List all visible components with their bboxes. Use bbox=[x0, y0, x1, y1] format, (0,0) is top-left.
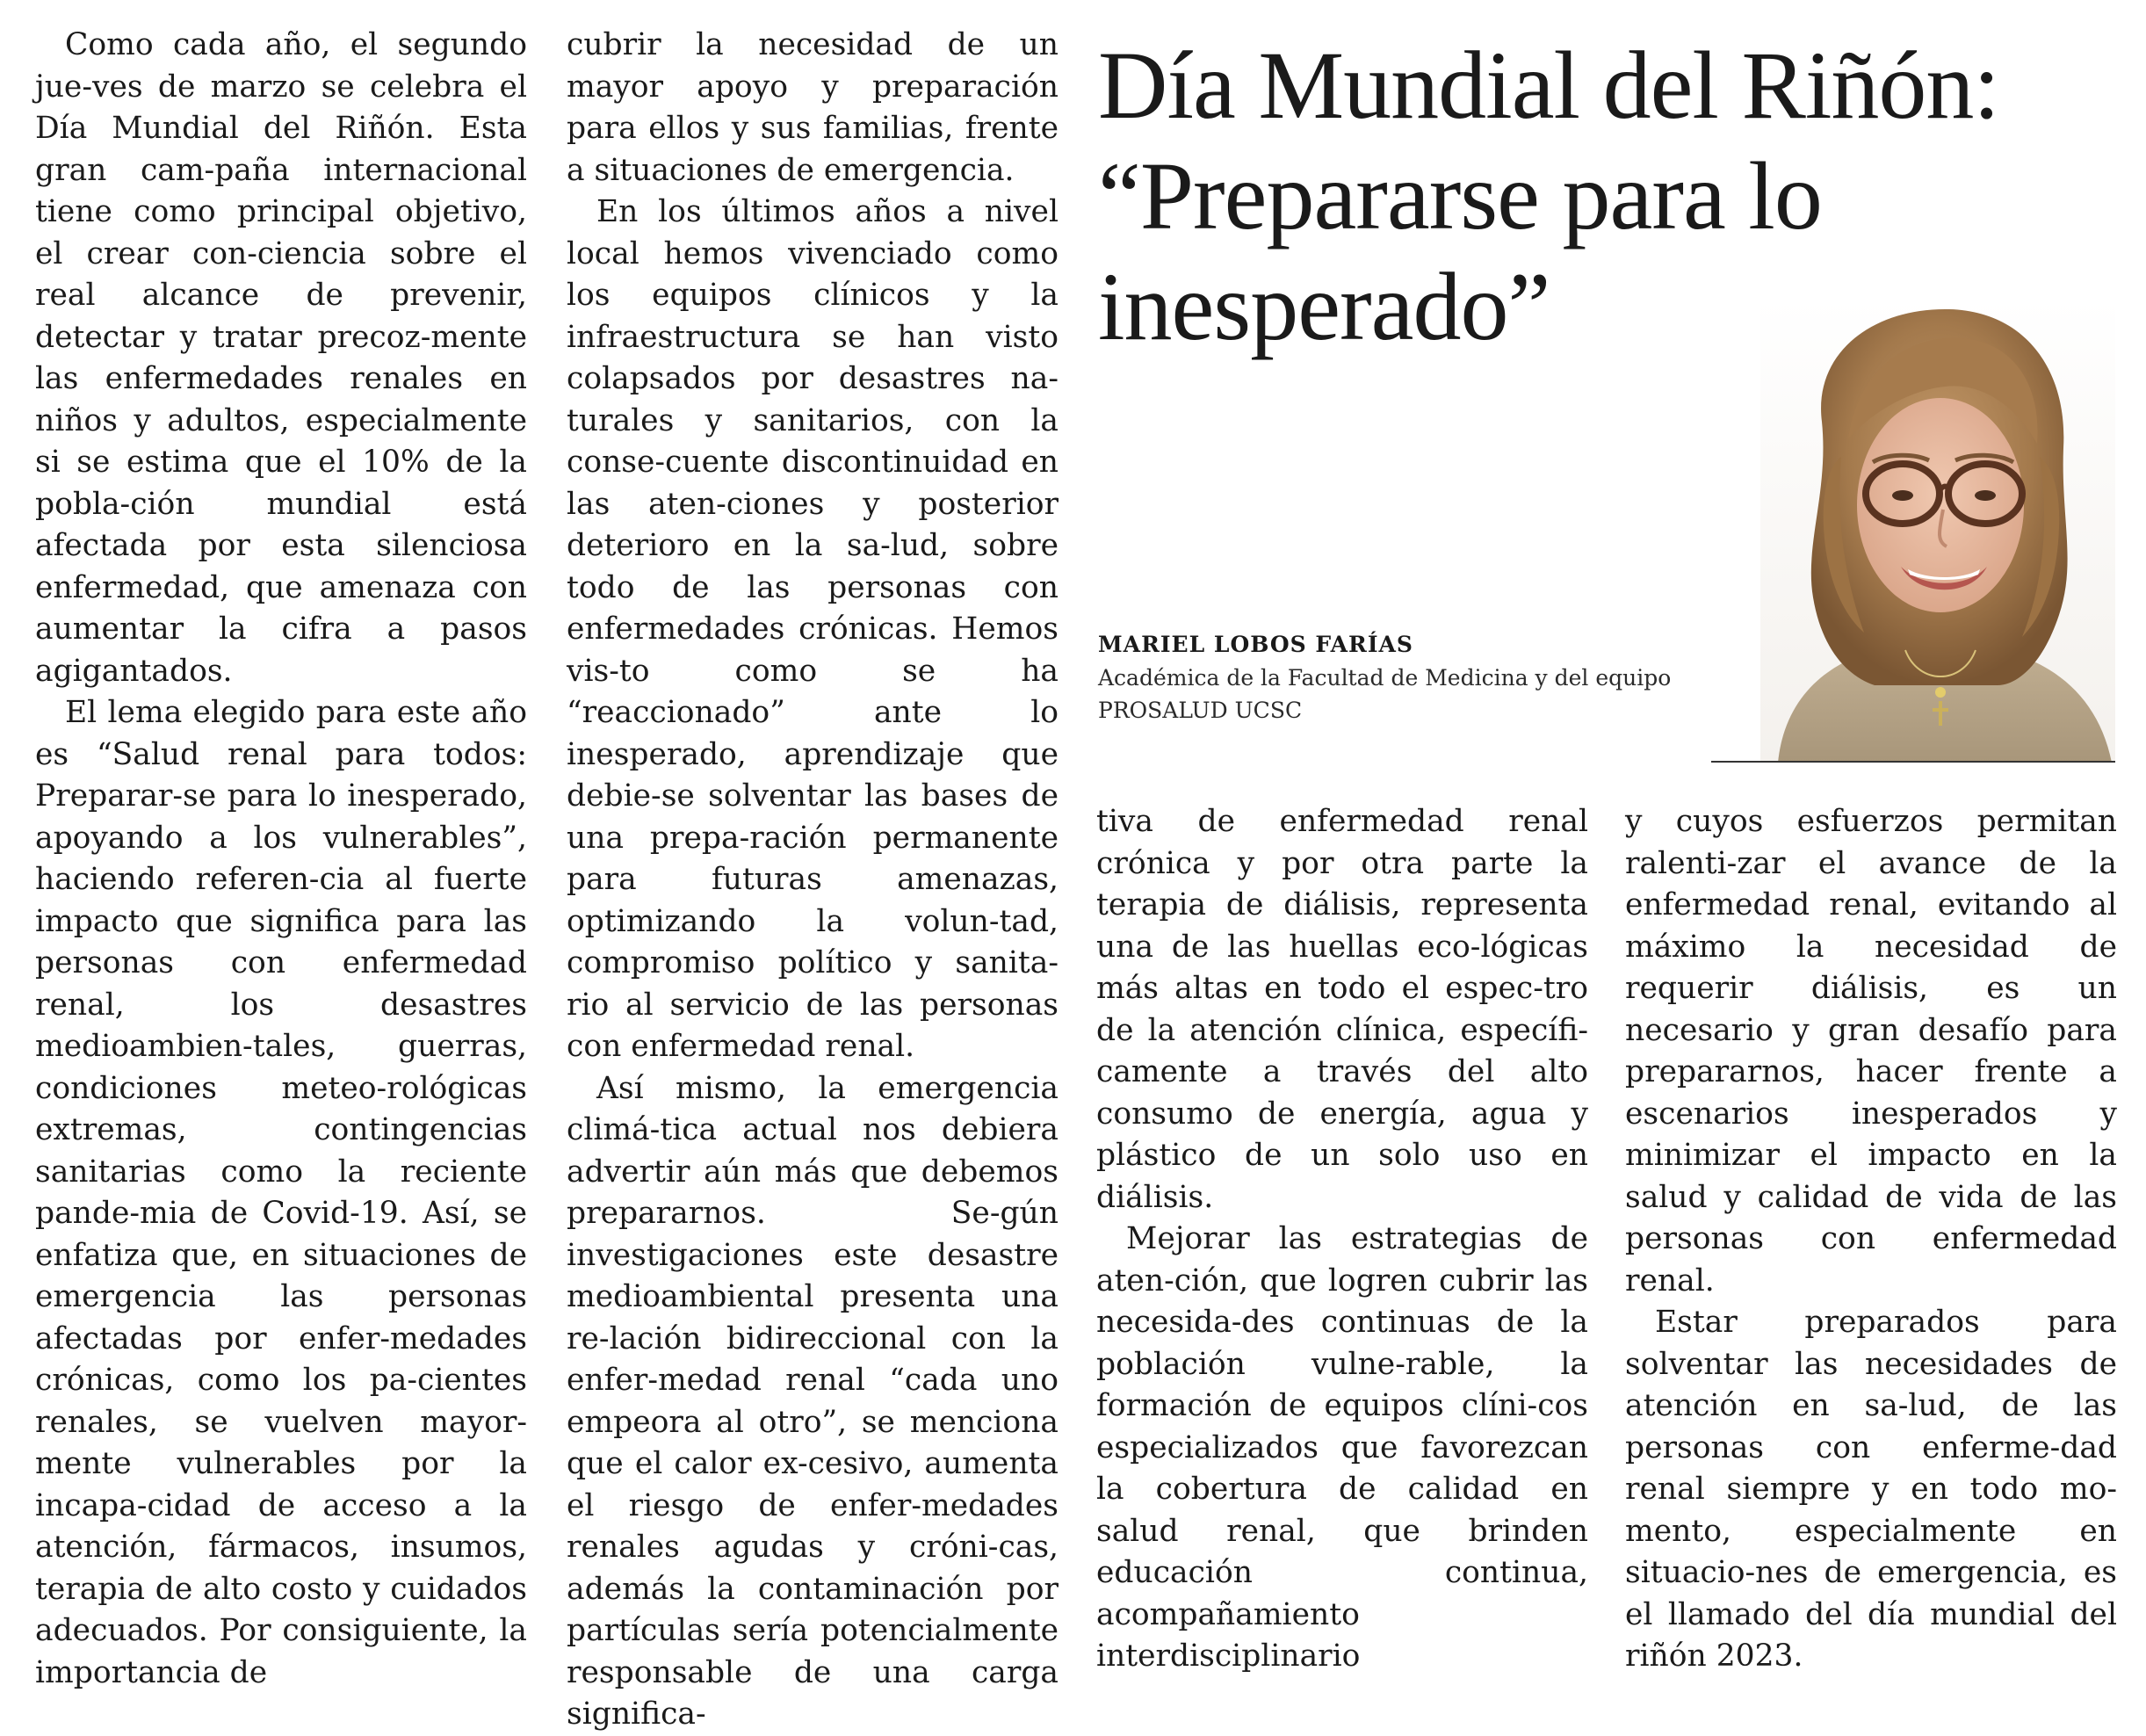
article-column-3 bbox=[1096, 801, 1588, 1678]
paragraph: Estar preparados para solventar las necesidades de atención en sa-lud, de las personas con enferme-dad renal siempre y en todo mo-mento, especialmente en situacio-nes de emergencia, es el llamado del día mundial del riñón 2023. bbox=[1625, 1305, 2117, 1674]
headline: Día Mundial del Riñón: “Prepararse para lo inesperado” bbox=[1098, 32, 1999, 360]
paragraph: y cuyos esfuerzos permitan ralenti-zar el avance de la enfermedad renal, evitando al máximo la necesidad de requerir diálisis, es un necesario y gran desafío para prepararnos, hacer frente a escenarios inesperados y minimizar el impacto en la salud y calidad de vida de las personas con enfermedad renal. bbox=[1625, 804, 2117, 1298]
article-column-1 bbox=[35, 25, 527, 1694]
paragraph: En los últimos años a nivel local hemos vivenciado como los equipos clínicos y la infraestructura se han visto colapsados por desastres na-turales y sanitarios, con la conse-cuente discontinuidad en las aten-ciones y posterior deterioro en la sa-lud, sobre todo de las personas con enfermedades crónicas. Hemos vis-to como se ha “reaccionado” ante lo inesperado, aprendizaje que debie-se solventar las bases de una prepa-ración permanente para futuras amenazas, optimizando la volun-tad, compromiso político y sanita-rio al servicio de las personas con enfermedad renal. bbox=[567, 194, 1059, 1064]
paragraph: Así mismo, la emergencia climá-tica actual nos debiera advertir aún más que debemos prepararnos. Se-gún investigaciones este desastre medioambiental presenta una re-lación bidireccional con la enfer-medad renal “cada uno empeora al otro”, se menciona que el calor ex-cesivo, aumenta el riesgo de enfer-medades renales agudas y cróni-cas, además la contaminación por partículas sería potencialmente responsable de una carga significa- bbox=[567, 1070, 1059, 1732]
paragraph: Como cada año, el segundo jue-ves de marzo se celebra el Día Mundial del Riñón. Esta gran cam-paña internacional tiene como principal objetivo, el crear con-ciencia sobre el real alcance de prevenir, detectar y tratar precoz-mente las enfermedades renales en niños y adultos, especialmente si se estima que el 10% de la pobla-ción mundial está afectada por esta silenciosa enfermedad, que amenaza con aumentar la cifra a pasos agigantados. bbox=[35, 27, 527, 689]
paragraph: Mejorar las estrategias de aten-ción, que logren cubrir las necesida-des continuas de la población vulne-rable, la formación de equipos clíni-cos especializados que favorezcan la cobertura de calidad en salud renal, que brinden educación continua, acompañamiento interdisciplinario bbox=[1096, 1221, 1588, 1674]
paragraph: cubrir la necesidad de un mayor apoyo y preparación para ellos y sus familias, frente a situaciones de emergencia. bbox=[567, 27, 1059, 188]
author-name: MARIEL LOBOS FARÍAS bbox=[1098, 632, 1413, 657]
photo-rule bbox=[1711, 761, 2115, 763]
author-role-line-1: Académica de la Facultad de Medicina y del equipo bbox=[1098, 665, 1672, 691]
byline bbox=[1098, 628, 1731, 727]
paragraph: El lema elegido para este año es “Salud renal para todos: Preparar-se para lo inesperado, apoyando a los vulnerables”, haciendo referen-cia al fuerte impacto que significa para las personas con enfermedad renal, los desastres medioambien-tales, guerras, condiciones meteo-rológicas extremas, contingencias sanitarias como la reciente pande-mia de Covid-19. Así, se enfatiza que, en situaciones de emergencia las personas afectadas por enfer-medades crónicas, como los pa-cientes renales, se vuelven mayor-mente vulnerables por la incapa-cidad de acceso a la atención, fármacos, insumos, terapia de alto costo y cuidados adecuados. Por consiguiente, la importancia de bbox=[35, 695, 527, 1690]
author-role-line-2: PROSALUD UCSC bbox=[1098, 698, 1303, 723]
paragraph: tiva de enfermedad renal crónica y por otra parte la terapia de diálisis, representa una de las huellas eco-lógicas más altas en todo el espec-tro de la atención clínica, específi-camente a través del alto consumo de energía, agua y plástico de un solo uso en diálisis. bbox=[1096, 804, 1588, 1215]
article-column-4 bbox=[1625, 801, 2117, 1678]
author-portrait bbox=[1760, 299, 2115, 763]
article-column-2 bbox=[567, 25, 1059, 1736]
